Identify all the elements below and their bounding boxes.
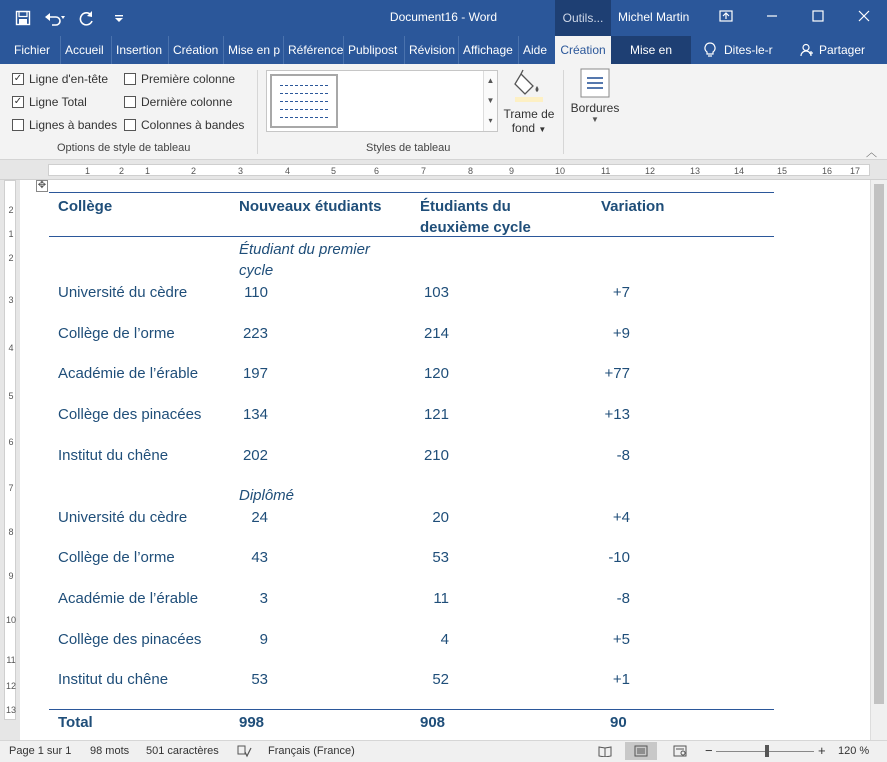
share-button[interactable] (796, 36, 869, 64)
tab-publipost[interactable]: Publipost (343, 36, 401, 64)
group-separator (257, 70, 258, 154)
zoom-in-icon[interactable]: + (818, 743, 826, 758)
document-title: Document16 - Word (389, 10, 498, 24)
vertical-ruler[interactable]: 2 1 2 3 4 5 6 7 8 9 10 11 12 13 (0, 180, 20, 740)
borders-button[interactable]: Bordures ▼ (568, 68, 622, 124)
word-count[interactable]: 98 mots (90, 745, 130, 757)
context-tools-label[interactable]: Outils... (555, 0, 611, 36)
quick-access-toolbar (10, 6, 132, 30)
option-header-row[interactable]: ✓ Ligne d'en-tête (13, 72, 109, 86)
header-grad-students-line2[interactable]: deuxième cycle (420, 219, 531, 236)
collapse-ribbon-icon[interactable]: ︿ (866, 147, 877, 159)
page-count[interactable]: Page 1 sur 1 (9, 745, 72, 757)
tab-fichier[interactable]: Fichier (14, 43, 51, 57)
chevron-down-icon: ▼ (591, 115, 599, 124)
language[interactable]: Français (France) (268, 745, 355, 757)
zoom-level[interactable]: 120 % (838, 745, 870, 757)
undo-icon[interactable] (42, 6, 68, 30)
tab-reference[interactable]: Référence (283, 36, 347, 64)
gallery-more-icon[interactable]: ▾ (488, 116, 493, 125)
maximize-icon[interactable] (795, 0, 841, 32)
header-new-students[interactable]: Nouveaux étudiants (239, 198, 382, 215)
ribbon-panel (0, 64, 887, 160)
tell-me-box[interactable] (700, 36, 777, 64)
shading-button[interactable]: Trame de fond ▼ (502, 68, 556, 135)
group-label-style-options: Options de style de tableau (57, 142, 191, 154)
ribbon-display-icon[interactable] (703, 0, 749, 32)
group-label-table-styles: Styles de tableau (366, 142, 451, 154)
option-last-column[interactable]: Dernière colonne (124, 95, 232, 109)
tab-creation-table[interactable]: Création (555, 36, 611, 64)
table-style-thumbnail[interactable] (270, 74, 338, 128)
checkbox-banded-rows[interactable] (12, 119, 24, 131)
tab-creation-doc[interactable]: Création (168, 36, 222, 64)
table-styles-gallery (266, 70, 498, 132)
checkbox-banded-columns[interactable] (124, 119, 136, 131)
gallery-scroll-down-icon[interactable]: ▼ (486, 96, 495, 105)
customize-toolbar-icon[interactable] (106, 6, 132, 30)
paint-bucket-icon (513, 68, 545, 104)
share-label: Partager (819, 43, 866, 57)
option-total-row[interactable]: ✓ Ligne Total (13, 95, 87, 109)
total-top-rule (49, 709, 774, 710)
option-first-column[interactable]: Première colonne (124, 72, 235, 86)
section-label-undergrad-line2[interactable]: cycle (239, 262, 274, 279)
status-bar (0, 740, 887, 762)
checkbox-header-row[interactable]: ✓ (13, 73, 23, 84)
web-layout-icon[interactable] (673, 745, 687, 760)
zoom-out-icon[interactable]: − (705, 743, 713, 758)
person-icon (800, 43, 814, 57)
close-icon[interactable] (841, 0, 887, 32)
tab-mise-en-page-table[interactable]: Mise en (611, 36, 691, 64)
proofing-icon[interactable] (236, 745, 252, 761)
print-layout-icon[interactable] (625, 742, 657, 760)
header-bottom-rule (49, 236, 774, 237)
option-banded-rows[interactable]: Lignes à bandes (12, 118, 117, 132)
tab-mise-en-page-doc[interactable]: Mise en p (223, 36, 284, 64)
zoom-slider-thumb[interactable] (765, 745, 769, 757)
horizontal-ruler[interactable]: 1 2 1 2 3 4 5 6 7 8 9 10 11 12 13 14 15 16 17 (0, 160, 887, 180)
gallery-scroll-up-icon[interactable]: ▲ (486, 76, 495, 85)
checkbox-last-column[interactable] (124, 96, 136, 108)
lightbulb-icon (704, 42, 716, 58)
group-separator (563, 70, 564, 154)
header-college[interactable]: Collège (58, 198, 113, 215)
redo-icon[interactable] (74, 6, 100, 30)
document-page[interactable] (20, 180, 870, 740)
char-count[interactable]: 501 caractères (146, 745, 219, 757)
title-bar (0, 0, 887, 36)
tell-me-label: Dites-le-r (724, 43, 773, 57)
gallery-scroll (483, 71, 497, 131)
ribbon-tabs (0, 36, 887, 64)
section-label-undergrad-line1[interactable]: Étudiant du premier (239, 241, 370, 258)
vertical-scrollbar[interactable] (870, 180, 887, 740)
tab-affichage[interactable]: Affichage (458, 36, 517, 64)
user-name[interactable]: Michel Martin (618, 10, 690, 24)
header-variation[interactable]: Variation (601, 198, 665, 215)
section-label-graduate[interactable]: Diplômé (239, 487, 295, 504)
table-top-rule (49, 192, 774, 193)
window-controls (703, 0, 887, 32)
borders-icon (580, 68, 610, 98)
tab-accueil[interactable]: Accueil (60, 36, 108, 64)
document-area[interactable] (20, 180, 870, 740)
checkbox-total-row[interactable]: ✓ (13, 96, 23, 107)
save-icon[interactable] (10, 6, 36, 30)
tab-insertion[interactable]: Insertion (111, 36, 166, 64)
chevron-down-icon: ▼ (538, 125, 547, 134)
tab-revision[interactable]: Révision (404, 36, 459, 64)
minimize-icon[interactable] (749, 0, 795, 32)
header-grad-students-line1[interactable]: Étudiants du (420, 198, 511, 215)
read-mode-icon[interactable] (598, 745, 612, 760)
table-move-handle-icon[interactable]: ✥ (37, 180, 47, 191)
tab-aide[interactable]: Aide (518, 36, 551, 64)
data-table[interactable]: Collège Nouveaux étudiants Étudiants du deuxième cycle Variation Étudiant du premier cycle Université du cèdre 110 103 +7 Collège de l’orme 223 214 +9 Académie de l’érable 197 120 +77 Collège des pinacées 134 121 +13 Institut du chêne 202 210 -8 Diplômé Université du cèdre 24 20 +4 Collège de l’orme 43 53 -10 Académie de l’érable 3 11 -8 Collège des pinacées 9 4 +5 Institut du chêne 53 52 +1 Total 998 908 90 (20, 180, 870, 740)
scrollbar-thumb[interactable] (874, 184, 884, 704)
checkbox-first-column[interactable] (124, 73, 136, 85)
option-banded-columns[interactable]: Colonnes à bandes (124, 118, 244, 132)
